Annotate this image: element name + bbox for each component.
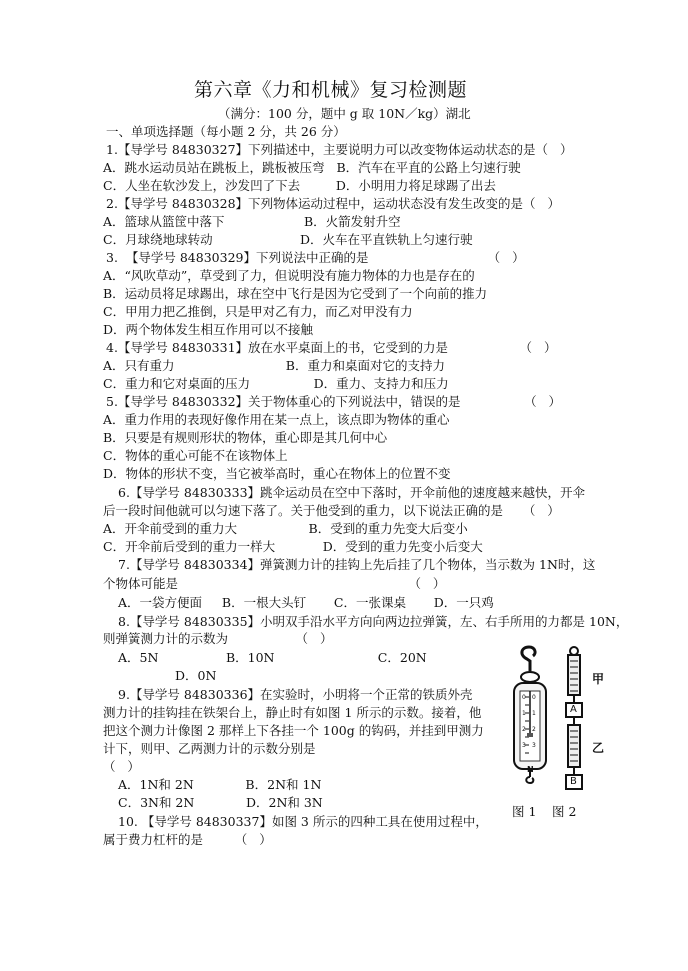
q6-options-cd: C．开伞前后受到的重力一样大 D．受到的重力先变小后变大: [103, 539, 483, 554]
q5-option-b: B．只要是有规则形状的物体，重心即是其几何中心: [103, 430, 388, 445]
q8-option-d: D．0N: [175, 668, 217, 683]
q3-option-c: C．甲用力把乙推倒，只是甲对乙有力，而乙对甲没有力: [103, 304, 413, 319]
figure-2-stacked-scales: [558, 645, 590, 795]
q2-stem: 2.【导学号 84830328】下列物体运动过程中，运动状态没有发生改变的是（ ）: [106, 196, 560, 211]
q3-option-a: A．“风吹草动”，草受到了力，但说明没有施力物体的力也是存在的: [103, 268, 475, 283]
q5-option-c: C．物体的重心可能不在该物体上: [103, 448, 288, 463]
q5-option-a: A．重力作用的表现好像作用在某一点上，该点即为物体的重心: [103, 412, 450, 427]
figure-2-label-a: A: [570, 704, 577, 715]
svg-text:2: 2: [532, 726, 536, 733]
q10-stem-line2: 属于费力杠杆的是 （ ）: [103, 832, 272, 847]
q4-options-ab: A．只有重力 B．重力和桌面对它的支持力: [103, 358, 445, 373]
q3-option-b: B．运动员将足球踢出，球在空中飞行是因为它受到了一个向前的推力: [103, 286, 488, 301]
q8-stem-line1: 8.【导学号 84830335】小明双手沿水平方向向两边拉弹簧，左、右手所用的力都是 10N，: [118, 614, 629, 629]
q1-options-cd: C．人坐在软沙发上，沙发凹了下去 D．小明用力将足球踢了出去: [103, 178, 496, 193]
figure-2-caption: 图 2: [552, 804, 577, 819]
q9-stem-line3: 把这个测力计像图 2 那样上下各挂一个 100g 的钩码，并挂到甲测力: [103, 723, 484, 738]
page-subtitle: （满分：100 分，题中 g 取 10N／kg）湖北: [218, 106, 471, 121]
q10-stem-line1: 10. 【导学号 84830337】如图 3 所示的四种工具在使用过程中，: [118, 814, 488, 829]
page-title: 第六章《力和机械》复习检测题: [194, 79, 468, 101]
q6-stem-line1: 6.【导学号 84830333】跳伞运动员在空中下落时，开伞前他的速度越来越快，开伞: [118, 485, 586, 500]
svg-text:1: 1: [522, 710, 526, 717]
q7-stem-line1: 7.【导学号 84830334】弹簧测力计的挂钩上先后挂了几个物体，当示数为 1N时，这: [118, 557, 596, 572]
q7-stem-line2: 个物体可能是 （ ）: [103, 576, 446, 591]
q9-stem-line4: 计下，则甲、乙两测力计的示数分别是: [103, 741, 316, 756]
q1-options-ab: A．跳水运动员站在跳板上，跳板被压弯 B．汽车在平直的公路上匀速行驶: [103, 160, 521, 175]
section-heading: 一、单项选择题（每小题 2 分，共 26 分）: [106, 124, 346, 139]
svg-text:1: 1: [532, 710, 536, 717]
q3-option-d: D．两个物体发生相互作用可以不接触: [103, 322, 314, 337]
q3-stem: 3. 【导学号 84830329】下列说法中正确的是 （ ）: [106, 250, 525, 265]
svg-text:3: 3: [522, 742, 526, 749]
figure-1-unit-label: N: [527, 765, 534, 774]
figure-2-label-jia: 甲: [592, 672, 605, 686]
q4-options-cd: C．重力和它对桌面的压力 D．重力、支持力和压力: [103, 376, 449, 391]
q5-stem: 5.【导学号 84830332】关于物体重心的下列说法中，错误的是 （ ）: [106, 394, 562, 409]
q6-stem-line2: 后一段时间他就可以匀速下落了。关于他受到的重力，以下说法正确的是 （ ）: [103, 503, 560, 518]
q9-stem-line1: 9.【导学号 84830336】在实验时，小明将一个正常的铁质外壳: [118, 687, 473, 702]
q9-options-cd: C．3N和 2N D．2N和 3N: [118, 795, 323, 810]
svg-text:3: 3: [532, 742, 536, 749]
figure-2-label-b: B: [570, 776, 577, 787]
q2-options-ab: A．篮球从篮筐中落下 B．火箭发射升空: [103, 214, 401, 229]
q7-options: A．一袋方便面 B．一根大头钉 C．一张课桌 D．一只鸡: [118, 595, 494, 610]
figure-1-caption: 图 1: [512, 804, 537, 819]
svg-text:0: 0: [522, 694, 526, 701]
q9-answer-bracket: （ ）: [103, 759, 140, 774]
q8-options-abc: A．5N B．10N C．20N: [118, 650, 427, 665]
q9-stem-line2: 测力计的挂钩挂在铁架台上，静止时有如图 1 所示的示数。接着，他: [103, 705, 482, 720]
q6-options-ab: A．开伞前受到的重力大 B．受到的重力先变大后变小: [103, 521, 468, 536]
q5-option-d: D．物体的形状不变，当它被举高时，重心在物体上的位置不变: [103, 466, 451, 481]
svg-text:2: 2: [522, 726, 526, 733]
q2-options-cd: C．月球绕地球转动 D．火车在平直铁轨上匀速行驶: [103, 232, 473, 247]
figure-1-spring-scale: [503, 645, 555, 785]
q8-stem-line2: 则弹簧测力计的示数为 （ ）: [103, 631, 333, 646]
svg-text:0: 0: [532, 694, 536, 701]
q9-options-ab: A．1N和 2N B．2N和 1N: [118, 777, 322, 792]
figure-2-label-yi: 乙: [592, 741, 605, 755]
q4-stem: 4.【导学号 84830331】放在水平桌面上的书，它受到的力是 （ ）: [106, 340, 557, 355]
q1-stem: 1.【导学号 84830327】下列描述中，主要说明力可以改变物体运动状态的是（ ）: [106, 142, 573, 157]
